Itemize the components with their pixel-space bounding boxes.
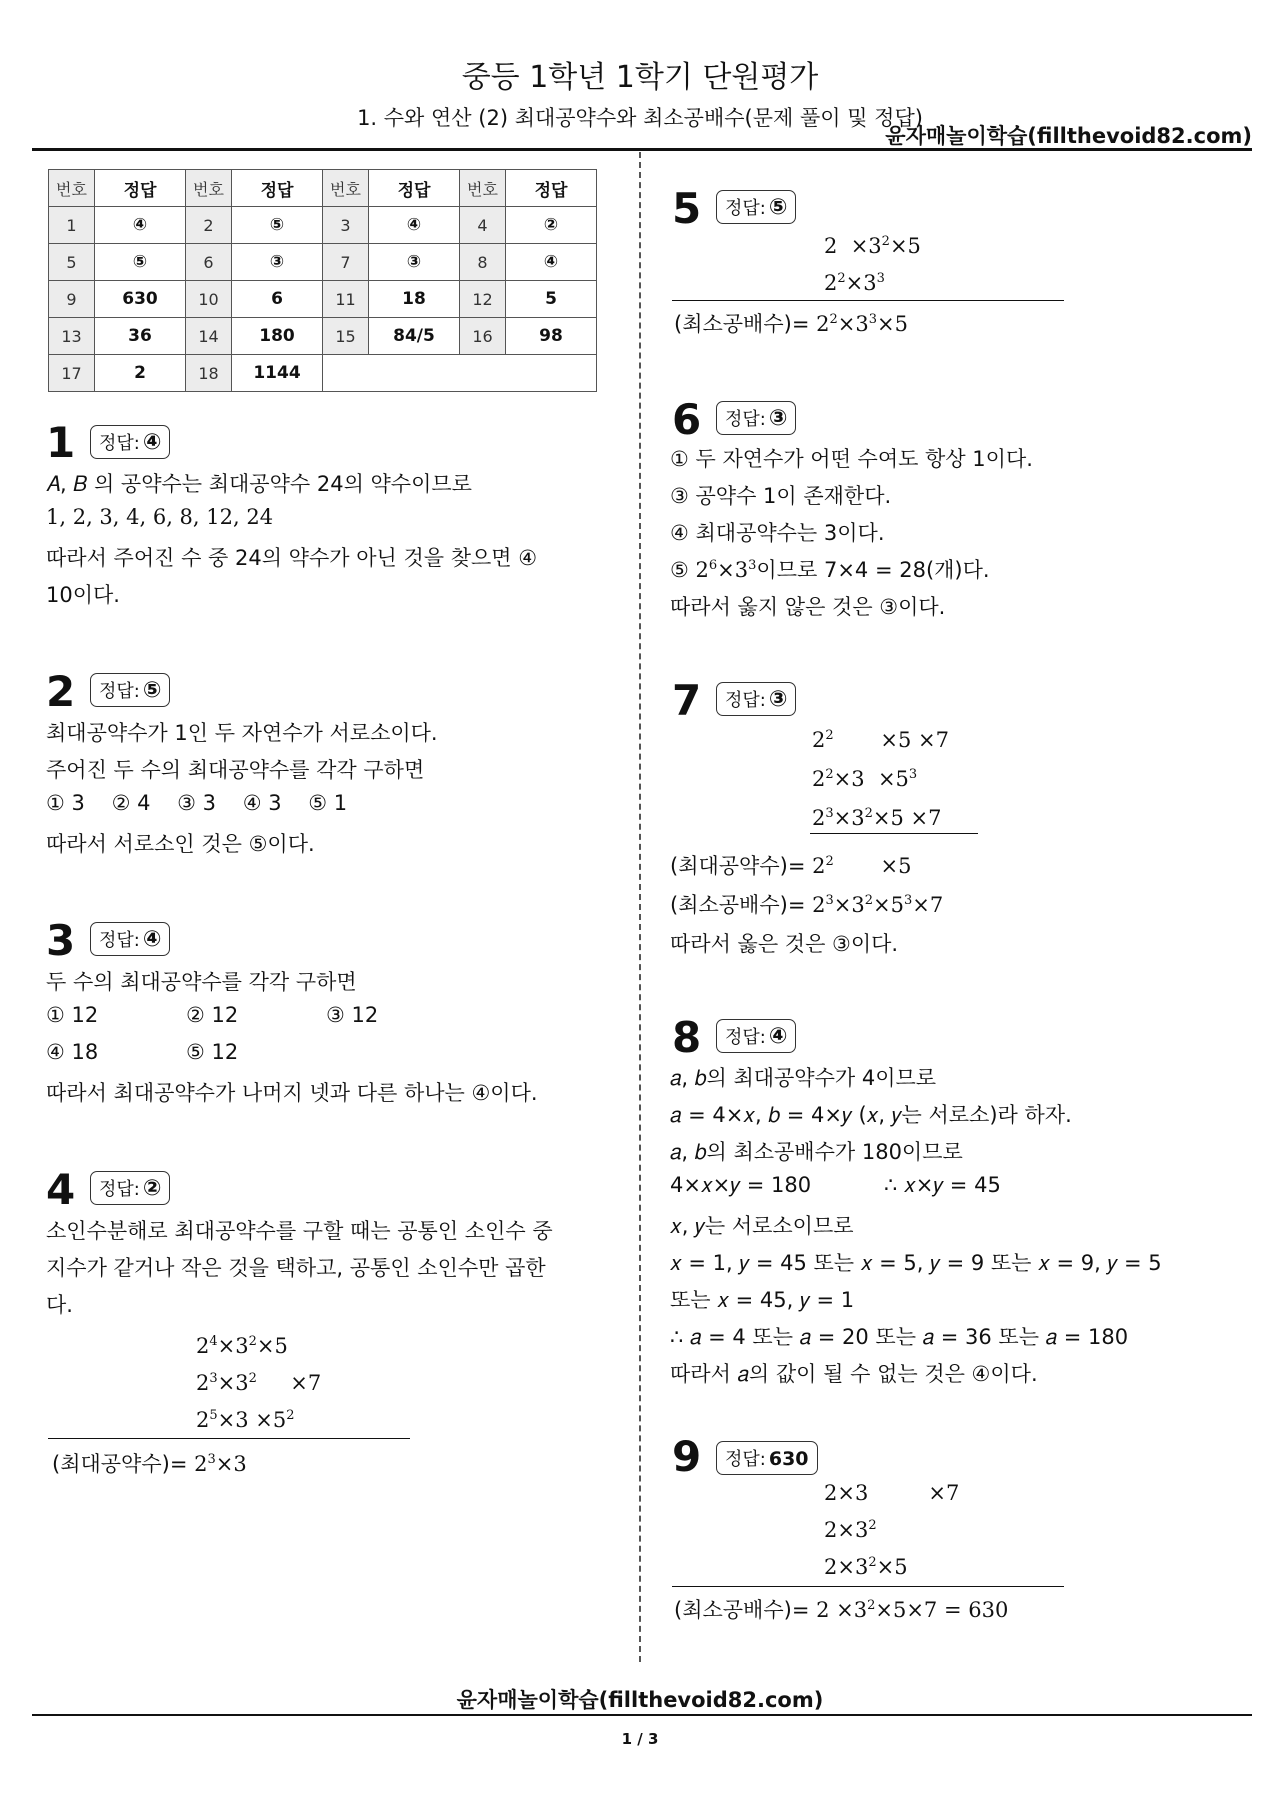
empty-cell	[323, 355, 597, 392]
col-header-num: 번호	[49, 170, 95, 207]
q5-result-rule	[672, 300, 1064, 301]
q3-option: ④ 18	[46, 1040, 99, 1064]
q7-text-line: 따라서 옳은 것은 ③이다.	[670, 932, 899, 956]
q8-text-line: 4×𝑥×𝑦 = 180	[670, 1173, 812, 1197]
q7-underline	[810, 833, 978, 834]
q1-text-line: 따라서 주어진 수 중 24의 약수가 아닌 것을 찾으면 ④	[46, 546, 538, 570]
q7-factor-row: $2^2$ ×5 ×7	[812, 728, 949, 752]
q7-lcm-line: (최소공배수)= $2^3\times 3^2\times 5^3\times 7$	[670, 893, 944, 917]
answer-cell: ④	[506, 244, 597, 281]
answer-label: 정답:	[99, 681, 140, 702]
answer-cell: 6	[232, 281, 323, 318]
answer-label: 정답:	[99, 1179, 140, 1200]
question-number-cell: 18	[186, 355, 232, 392]
question-number-cell: 7	[323, 244, 369, 281]
q9-factor-row: $2\times 3^2\times 5$	[824, 1555, 908, 1579]
table-row	[49, 355, 597, 392]
q7-lcm-label: (최소공배수)=	[670, 893, 806, 917]
answer-cell: ⑤	[95, 244, 186, 281]
question-number-cell: 14	[186, 318, 232, 355]
answer-label: 정답:	[99, 930, 140, 951]
question-number-cell: 3	[323, 207, 369, 244]
table-row	[49, 244, 597, 281]
q2-text-line: 주어진 두 수의 최대공약수를 각각 구하면	[46, 758, 425, 782]
q9-result-rule	[672, 1586, 1064, 1587]
q4-factor-row: $2^3\times 3^2$ ×7	[196, 1371, 322, 1395]
table-row	[49, 281, 597, 318]
q8-text-line: 𝑥, 𝑦는 서로소이므로	[670, 1214, 854, 1238]
col-header-num: 번호	[460, 170, 506, 207]
q6-text-line: ④ 최대공약수는 3이다.	[670, 521, 885, 545]
q7-gcd-label: (최대공약수)=	[670, 854, 806, 878]
question-9-answer-badge	[716, 1441, 818, 1475]
question-6-answer-badge	[716, 401, 796, 435]
brand-footer: 윤자매놀이학습(fillthevoid82.com)	[456, 1688, 824, 1712]
question-number-cell: 13	[49, 318, 95, 355]
question-number-cell: 9	[49, 281, 95, 318]
question-6-number: 6	[672, 395, 702, 444]
q1-text-line: 1, 2, 3, 4, 6, 8, 12, 24	[46, 505, 274, 529]
question-number-cell: 11	[323, 281, 369, 318]
answer-cell: 180	[232, 318, 323, 355]
answer-cell: ④	[369, 207, 460, 244]
q4-result-line: (최대공약수)= $2^3\times 3$	[52, 1452, 247, 1476]
q8-text-line: ∴ 𝑎 = 4 또는 𝑎 = 20 또는 𝑎 = 36 또는 𝑎 = 180	[670, 1325, 1129, 1349]
answer-cell: 98	[506, 318, 597, 355]
q2-text-line: 최대공약수가 1인 두 자연수가 서로소이다.	[46, 721, 438, 745]
q3-text-line: 따라서 최대공약수가 나머지 넷과 다른 하나는 ④이다.	[46, 1081, 538, 1105]
answer-value: ③	[768, 406, 788, 431]
q4-text-line: 다.	[46, 1293, 73, 1317]
question-5-number: 5	[672, 184, 702, 233]
q9-factor-row: 2×3 ×7	[824, 1481, 960, 1505]
q8-text-line: 따라서 𝑎의 값이 될 수 없는 것은 ④이다.	[670, 1362, 1038, 1386]
q4-result-label: (최대공약수)=	[52, 1452, 188, 1476]
question-7-number: 7	[672, 676, 702, 725]
q4-factor-row: $2^4\times 3^2\times 5$	[196, 1334, 288, 1358]
answer-table	[48, 169, 597, 392]
answer-cell: 84/5	[369, 318, 460, 355]
answer-value: ⑤	[142, 678, 162, 703]
answer-cell: ③	[369, 244, 460, 281]
col-header-ans: 정답	[232, 170, 323, 207]
answer-label: 정답:	[725, 409, 766, 430]
q6-text-line: 따라서 옳지 않은 것은 ③이다.	[670, 595, 946, 619]
question-number-cell: 5	[49, 244, 95, 281]
q8-text-line: 𝑎, 𝑏의 최소공배수가 180이므로	[670, 1140, 963, 1164]
answer-cell: ⑤	[232, 207, 323, 244]
question-1-answer-badge	[90, 425, 170, 459]
q5-factor-row: $2^2\times 3^3$	[824, 271, 885, 295]
q5-result-line: (최소공배수)= $2^2\times 3^3\times 5$	[674, 312, 908, 336]
q3-option: ① 12	[46, 1003, 99, 1027]
answer-cell: ③	[232, 244, 323, 281]
page-subtitle: 1. 수와 연산 (2) 최대공약수와 최소공배수(문제 풀이 및 정답)	[357, 106, 923, 130]
header-rule	[32, 148, 1252, 151]
q4-factor-row: $2^5\times 3 \times 5^2$	[196, 1408, 295, 1432]
col-header-ans: 정답	[506, 170, 597, 207]
answer-value: ③	[768, 687, 788, 712]
q2-text-line: 따라서 서로소인 것은 ⑤이다.	[46, 832, 315, 856]
q4-result-rule	[48, 1438, 410, 1439]
answer-cell: 18	[369, 281, 460, 318]
question-1-number: 1	[46, 418, 76, 467]
q8-text-line: 𝑎 = 4×𝑥, 𝑏 = 4×𝑦 (𝑥, 𝑦는 서로소)라 하자.	[670, 1103, 1072, 1127]
q8-text-line: 𝑥 = 1, 𝑦 = 45 또는 𝑥 = 5, 𝑦 = 9 또는 𝑥 = 9, 𝑦 = 5	[670, 1251, 1162, 1275]
q4-text-line: 소인수분해로 최대공약수를 구할 때는 공통인 소인수 중	[46, 1219, 553, 1243]
answer-cell: ②	[506, 207, 597, 244]
answer-cell: 630	[95, 281, 186, 318]
q5-result-label: (최소공배수)=	[674, 312, 810, 336]
col-header-num: 번호	[323, 170, 369, 207]
q3-text-line: 두 수의 최대공약수를 각각 구하면	[46, 970, 357, 994]
page-title: 중등 1학년 1학기 단원평가	[461, 60, 819, 95]
q2-text-line: ① 3 ② 4 ③ 3 ④ 3 ⑤ 1	[46, 791, 348, 815]
answer-cell: 5	[506, 281, 597, 318]
question-3-number: 3	[46, 916, 76, 965]
q8-text-line: ∴ 𝑥×𝑦 = 45	[884, 1173, 1001, 1197]
q8-text-line: 또는 𝑥 = 45, 𝑦 = 1	[670, 1288, 855, 1312]
question-5-answer-badge	[716, 190, 796, 224]
answer-label: 정답:	[99, 433, 140, 454]
q3-option: ③ 12	[326, 1003, 379, 1027]
q5-factor-row: $2 \times 3^2\times 5$	[824, 234, 921, 258]
question-4-number: 4	[46, 1165, 76, 1214]
q1-text-line: 𝐴, 𝐵 의 공약수는 최대공약수 24의 약수이므로	[46, 472, 472, 496]
brand-header: 윤자매놀이학습(fillthevoid82.com)	[885, 124, 1252, 148]
question-8-answer-badge	[716, 1019, 796, 1053]
question-9-number: 9	[672, 1432, 702, 1481]
table-header-row	[49, 170, 597, 207]
question-number-cell: 4	[460, 207, 506, 244]
answer-value: ④	[142, 927, 162, 952]
question-number-cell: 2	[186, 207, 232, 244]
question-8-number: 8	[672, 1013, 702, 1062]
answer-label: 정답:	[725, 198, 766, 219]
col-header-ans: 정답	[95, 170, 186, 207]
q6-text-line: ⑤ $2^6\times 3^3$이므로 7×4 = 28(개)다.	[670, 558, 990, 582]
q1-text-line: 10이다.	[46, 583, 120, 607]
answer-value: ⑤	[768, 195, 788, 220]
question-number-cell: 1	[49, 207, 95, 244]
answer-cell: 2	[95, 355, 186, 392]
q9-result-tail: ×5×7 = 630	[875, 1598, 1009, 1622]
q3-option: ⑤ 12	[186, 1040, 239, 1064]
q6-text-line: ① 두 자연수가 어떤 수여도 항상 1이다.	[670, 447, 1033, 471]
q6-text-tail: 이므로 7×4 = 28(개)다.	[756, 558, 990, 582]
answer-cell: ④	[95, 207, 186, 244]
q4-text-line: 지수가 같거나 작은 것을 택하고, 공통인 소인수만 곱한	[46, 1256, 546, 1280]
question-2-answer-badge	[90, 673, 170, 707]
answer-label: 정답:	[725, 1449, 766, 1470]
question-number-cell: 12	[460, 281, 506, 318]
q9-result-line: (최소공배수)= $2 \times 3^2\times 5\times 7 = 630$	[674, 1598, 1009, 1622]
question-number-cell: 6	[186, 244, 232, 281]
question-4-answer-badge	[90, 1171, 170, 1205]
answer-cell: 1144	[232, 355, 323, 392]
answer-label: 정답:	[725, 690, 766, 711]
question-7-answer-badge	[716, 682, 796, 716]
answer-value: 630	[768, 1448, 809, 1470]
q9-factor-row: $2\times 3^2$	[824, 1518, 877, 1542]
question-number-cell: 8	[460, 244, 506, 281]
col-header-ans: 정답	[369, 170, 460, 207]
answer-value: ④	[142, 430, 162, 455]
column-divider	[639, 152, 641, 1662]
q7-factor-row: $2^3\times 3^2\times 5 \times 7$	[812, 806, 942, 830]
table-row	[49, 207, 597, 244]
question-number-cell: 15	[323, 318, 369, 355]
q9-result-label: (최소공배수)=	[674, 1598, 810, 1622]
footer-rule	[32, 1714, 1252, 1716]
page-number: 1 / 3	[621, 1730, 659, 1748]
answer-value: ②	[142, 1176, 162, 1201]
question-number-cell: 17	[49, 355, 95, 392]
q6-text-line: ③ 공약수 1이 존재한다.	[670, 484, 892, 508]
table-row	[49, 318, 597, 355]
question-3-answer-badge	[90, 922, 170, 956]
question-number-cell: 16	[460, 318, 506, 355]
q7-gcd-line: (최대공약수)= $2^2$ ×5	[670, 854, 912, 878]
answer-label: 정답:	[725, 1027, 766, 1048]
q8-text-line: 𝑎, 𝑏의 최대공약수가 4이므로	[670, 1066, 937, 1090]
answer-value: ④	[768, 1024, 788, 1049]
question-number-cell: 10	[186, 281, 232, 318]
col-header-num: 번호	[186, 170, 232, 207]
question-2-number: 2	[46, 667, 76, 716]
q7-factor-row: $2^2\times 3 \times 5^3$	[812, 767, 918, 791]
q3-option: ② 12	[186, 1003, 239, 1027]
answer-cell: 36	[95, 318, 186, 355]
